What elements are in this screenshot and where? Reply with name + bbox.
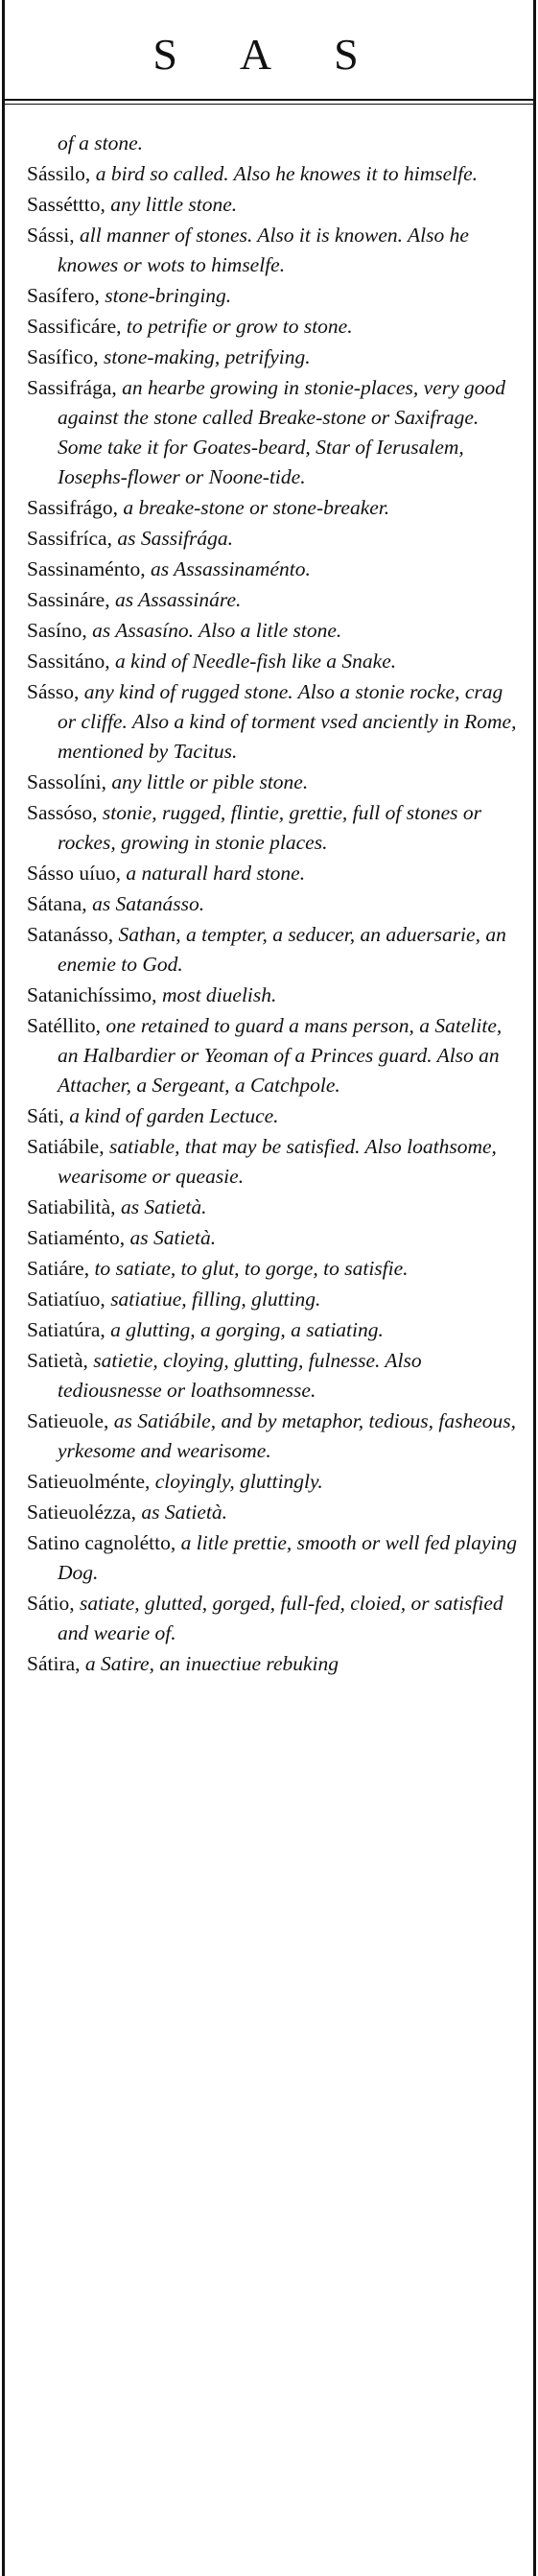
entry-headword: Sátio, (27, 1592, 75, 1615)
entry-headword: Sásso uíuo, (27, 862, 121, 885)
entry-definition: as Assassináre. (109, 588, 242, 611)
entry-definition: as Satietà. (115, 1195, 207, 1218)
dictionary-entry (27, 281, 521, 311)
entry-definition: a litle prettie, smooth or well fed playing Dog. (58, 1531, 517, 1584)
dictionary-entry (27, 585, 521, 615)
dictionary-entry (27, 1589, 521, 1648)
entry-definition: satiate, glutted, gorged, full-fed, cloied, or satisfied and wearie of. (58, 1592, 503, 1644)
entry-definition: stone-making, petrifying. (98, 345, 311, 368)
entry-definition: as Assasíno. Also a litle stone. (86, 619, 342, 642)
entry-definition: satiable, that may be satisfied. Also loathsome, wearisome or queasie. (58, 1135, 497, 1188)
entry-headword: Sátana, (27, 892, 87, 915)
entry-headword: Sassificáre, (27, 315, 122, 338)
entry-list (27, 129, 521, 1680)
dictionary-entry (27, 1498, 521, 1527)
entry-headword: Satéllito, (27, 1014, 102, 1037)
dictionary-entry (27, 1285, 521, 1314)
entry-headword: Sassolíni, (27, 770, 107, 793)
dictionary-entry (27, 1101, 521, 1131)
entry-definition: a glutting, a gorging, a satiating. (105, 1318, 384, 1341)
entry-definition: cloyingly, gluttingly. (150, 1470, 323, 1493)
dictionary-entry (27, 798, 521, 858)
entry-headword: Satieuolézza, (27, 1501, 137, 1524)
entry-headword: Satiatíuo, (27, 1288, 105, 1311)
entry-definition: satietie, cloying, glutting, fulnesse. Also tediousnesse or loathsomnesse. (58, 1349, 422, 1402)
entry-definition: one retained to guard a mans person, a Satelite, an Halbardier or Yeoman of a Princes guard. Also an Attacher, a Sergeant, a Catchpole. (58, 1014, 503, 1097)
header-rule-thick (2, 99, 536, 101)
entry-headword: Satietà, (27, 1349, 88, 1372)
dictionary-entry (27, 1193, 521, 1222)
entry-definition: most diuelish. (156, 983, 277, 1006)
dictionary-entry (27, 493, 521, 523)
entry-headword: Sassifrága, (27, 376, 117, 399)
entry-definition: a kind of garden Lectuce. (63, 1104, 279, 1127)
dictionary-entry (27, 1467, 521, 1497)
entry-headword: Sátira, (27, 1652, 81, 1675)
entry-definition: as Satiábile, and by metaphor, tedious, fasheous, yrkesome and wearisome. (58, 1409, 516, 1462)
dictionary-entry (27, 129, 521, 158)
dictionary-entry (27, 1132, 521, 1192)
right-border-rule (533, 0, 536, 2576)
entry-headword: Satiábile, (27, 1135, 105, 1158)
entry-definition: any kind of rugged stone. Also a stonie rocke, crag or cliffe. Also a kind of torment vsed anciently in Rome, mentioned by Tacitus. (58, 680, 517, 763)
entry-headword: Sassitáno, (27, 650, 110, 673)
dictionary-entry (27, 1406, 521, 1466)
entry-headword: Sasíno, (27, 619, 87, 642)
entry-definition: any little stone. (105, 193, 238, 216)
dictionary-entry (27, 616, 521, 646)
entry-headword: Sassifrágo, (27, 496, 118, 519)
dictionary-entry (27, 1346, 521, 1406)
entry-definition: Sathan, a tempter, a seducer, an aduersarie, an enemie to God. (58, 923, 506, 976)
page-header-title: S A S (152, 30, 386, 79)
entry-definition: a naturall hard stone. (120, 862, 306, 885)
dictionary-entry (27, 221, 521, 280)
entry-headword: Satiáre, (27, 1257, 90, 1280)
entry-headword: Satiatúra, (27, 1318, 105, 1341)
dictionary-entry (27, 524, 521, 554)
dictionary-entry (27, 677, 521, 767)
entry-definition: satiatiue, filling, glutting. (105, 1288, 321, 1311)
entry-definition: to satiate, to glut, to gorge, to satisfie. (89, 1257, 409, 1280)
entry-definition: all manner of stones. Also it is knowen. Also he knowes or wots to himselfe. (58, 224, 469, 276)
dictionary-entry (27, 343, 521, 372)
entry-headword: Sasséttto, (27, 193, 105, 216)
dictionary-entry (27, 312, 521, 342)
header-rule-thin (2, 104, 536, 105)
entry-headword: Sássi, (27, 224, 75, 247)
entry-headword: Sássilo, (27, 162, 91, 185)
entry-definition: as Sassifrága. (111, 527, 234, 550)
entry-headword: Sassinaménto, (27, 557, 146, 580)
dictionary-entry (27, 159, 521, 189)
dictionary-entry (27, 1528, 521, 1588)
dictionary-entry (27, 1223, 521, 1253)
entry-headword: Sáti, (27, 1104, 64, 1127)
entry-definition: as Satietà. (136, 1501, 227, 1524)
entry-definition: of a stone. (58, 131, 143, 154)
dictionary-entry (27, 647, 521, 676)
dictionary-entry (27, 920, 521, 980)
entry-headword: Sassifríca, (27, 527, 112, 550)
entry-headword: Satieuole, (27, 1409, 109, 1432)
dictionary-entry (27, 373, 521, 492)
dictionary-entry (27, 859, 521, 888)
entry-headword: Satino cagnolétto, (27, 1531, 176, 1554)
entry-definition: any little or pible stone. (106, 770, 309, 793)
entry-definition: as Assassinaménto. (145, 557, 311, 580)
dictionary-entry (27, 190, 521, 220)
entry-headword: Sasífero, (27, 284, 100, 307)
dictionary-entry (27, 768, 521, 797)
dictionary-entry (27, 981, 521, 1010)
entry-definition: a breake-stone or stone-breaker. (117, 496, 390, 519)
entry-headword: Sasífico, (27, 345, 99, 368)
entry-definition: stone-bringing. (99, 284, 232, 307)
entry-headword: Sásso, (27, 680, 80, 703)
entry-definition: to petrifie or grow to stone. (121, 315, 353, 338)
entry-headword: Satanásso, (27, 923, 114, 946)
dictionary-entry (27, 889, 521, 919)
entry-definition: stonie, rugged, flintie, grettie, full of stones or rockes, growing in stonie places. (58, 801, 481, 854)
entry-headword: Satiaménto, (27, 1226, 126, 1249)
dictionary-entry (27, 555, 521, 584)
dictionary-entry (27, 1254, 521, 1284)
entry-headword: Satiabilità, (27, 1195, 116, 1218)
entry-headword: Sassináre, (27, 588, 110, 611)
dictionary-entry (27, 1011, 521, 1100)
left-border-rule (2, 0, 5, 2576)
entry-definition: a bird so called. Also he knowes it to himselfe. (90, 162, 478, 185)
entry-definition: an hearbe growing in stonie-places, very good against the stone called Breake-stone or Saxifrage. Some take it for Goates-beard, Star of Ierusalem, Iosephs-flower or Noone-tide. (58, 376, 505, 488)
dictionary-entry (27, 1649, 521, 1679)
entry-headword: Satanichíssimo, (27, 983, 157, 1006)
entry-definition: a kind of Needle-fish like a Snake. (109, 650, 397, 673)
dictionary-entry (27, 1315, 521, 1345)
entry-definition: as Satietà. (125, 1226, 217, 1249)
entry-headword: Sassóso, (27, 801, 98, 824)
entry-headword: Satieuolménte, (27, 1470, 151, 1493)
entry-definition: as Satanásso. (86, 892, 205, 915)
entry-definition: a Satire, an inuectiue rebuking (80, 1652, 339, 1675)
